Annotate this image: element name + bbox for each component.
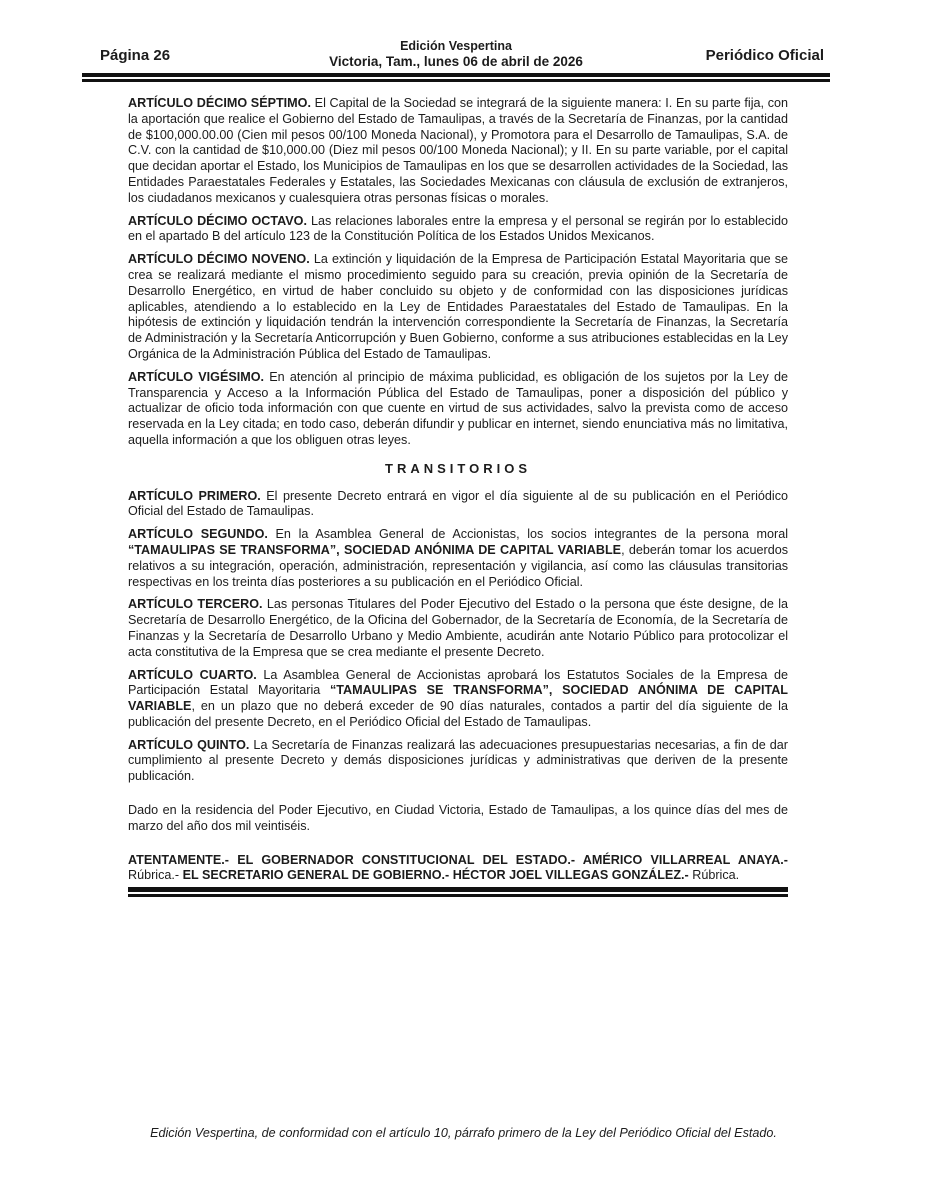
- text-segment: , deberán tomar los acuerdos relativos a su integración, operación, administración, representación y vigilancia, así como las cláusulas transitorias respectivas en los treinta días posteriores a su publicación en el Periódico Oficial.: [128, 542, 789, 589]
- text-segment: La Secretaría de Finanzas realizará las adecuaciones presupuestarias necesarias, a fin de dar cumplimiento al presente Decreto y demás disposiciones jurídicas y administrativas que deriven de la presente publicación.: [128, 737, 789, 784]
- page-header: [82, 36, 830, 72]
- text-segment: Rúbrica.: [688, 868, 740, 883]
- bold-text-segment: EL SECRETARIO GENERAL DE GOBIERNO.- HÉCTOR JOEL VILLEGAS GONZÁLEZ.-: [182, 868, 689, 883]
- page-number: Página 26: [100, 47, 171, 64]
- header-divider-rule-thin-bar: [82, 79, 830, 82]
- text-segment: En la Asamblea General de Accionistas, los socios integrantes de la persona moral: [267, 527, 789, 542]
- signature-divider-rule: [128, 887, 788, 897]
- text-segment: Las personas Titulares del Poder Ejecutivo del Estado o la persona que éste designe, de la Secretaría de Desarrollo Energético, de la Oficina del Gobernador, de la Secretaría de Economía, de la Secretaría de Finanzas y la Secretaría de Desarrollo Urbano y Medio Ambiente, acudirán ante Notario Público para protocolizar el acta constitutiva de la Empresa que se crea mediante el presente Decreto.: [128, 597, 788, 659]
- bold-text-segment: ARTÍCULO TERCERO.: [128, 597, 263, 612]
- bold-text-segment: TRANSITORIOS: [385, 460, 531, 476]
- document-body: [128, 96, 788, 897]
- bold-text-segment: “TAMAULIPAS SE TRANSFORMA”, SOCIEDAD ANÓNIMA DE CAPITAL VARIABLE: [128, 542, 622, 557]
- bold-text-segment: ARTÍCULO DÉCIMO SÉPTIMO.: [128, 96, 311, 110]
- article-paragraph: [128, 370, 788, 449]
- edition-label: Edición Vespertina: [400, 39, 512, 53]
- dateline: Victoria, Tam., lunes 06 de abril de 2026: [329, 54, 583, 69]
- article-paragraph: [128, 668, 788, 731]
- signature-divider-rule-thin-bar: [128, 894, 788, 897]
- bold-text-segment: ARTÍCULO DÉCIMO OCTAVO.: [128, 213, 307, 228]
- bold-text-segment: ARTÍCULO VIGÉSIMO.: [128, 369, 265, 384]
- article-paragraph: [128, 597, 788, 660]
- bold-text-segment: ARTÍCULO CUARTO.: [128, 667, 257, 682]
- publication-title: Periódico Oficial: [705, 47, 824, 64]
- header-divider-rule: [82, 73, 830, 82]
- text-segment: Las relaciones laborales entre la empresa y el personal se regirán por lo establecido en el apartado B del artículo 123 de la Constitución Política de los Estados Unidos Mexicanos.: [128, 213, 788, 244]
- signature-line: [128, 853, 788, 885]
- text-segment: El Capital de la Sociedad se integrará de la siguiente manera: I. En su parte fija, con la aportación que realice el Gobierno del Estado de Tamaulipas, a través de la Secretaría de Finanzas, por la cantidad de $100,000.00.00 (Cien mil pesos 00/100 Moneda Nacional), y Promotora para el Desarrollo de Tamaulipas, S.A. de C.V. con la cantidad de $10,000.00 (Diez mil pesos 00/100 Moneda Nacional); y II. En su parte variable, por el capital que decidan aportar el Estado, los Municipios de Tamaulipas en los que se desarrollen actividades de la Sociedad, las Entidades Paraestatales Federales y Estatales, las Sociedades Mexicanas con cláusula de exclusión de extranjeros, los ciudadanos mexicanos y cualesquiera otras personas físicas o morales.: [128, 96, 789, 205]
- text-segment: La extinción y liquidación de la Empresa de Participación Estatal Mayoritaria que se crea se realizará mediante el mismo procedimiento seguido para su creación, previa opinión de la Secretaría de Desarrollo Energético, en virtud de haber concluido su objeto y de conformidad con las disposiciones jurídicas aplicables, atendiendo a lo establecido en la Ley de Entidades Paraestatales del Estado de Tamaulipas. En la hipótesis de extinción y liquidación tendrán la intervención correspondiente la Secretaría de Finanzas, la Secretaría de Administración y la Secretaría Anticorrupción y Buen Gobierno, conforme a sus atribuciones establecidas en la Ley Orgánica de la Administración Pública del Estado de Tamaulipas.: [128, 252, 789, 361]
- text-segment: En atención al principio de máxima publicidad, es obligación de los sujetos por la Ley de Transparencia y Acceso a la Información Pública del Estado de Tamaulipas, poner a disposición del público y actualizar de oficio toda información con que cuente en virtud de sus actividades, salvo la prevista como de acceso reservada en la Ley citada; en todo caso, deberán difundir y publicar en internet, siendo enunciativa más no limitativa, aquella información a que los obliguen otras leyes.: [128, 369, 788, 447]
- bold-text-segment: ARTÍCULO PRIMERO.: [128, 488, 261, 503]
- bold-text-segment: ARTÍCULO QUINTO.: [128, 737, 250, 752]
- text-segment: Rúbrica.-: [128, 868, 183, 883]
- transitorios-heading: [128, 461, 788, 477]
- text-segment: El presente Decreto entrará en vigor el día siguiente al de su publicación en el Periódico Oficial del Estado de Tamaulipas.: [128, 488, 788, 519]
- article-paragraph: [128, 527, 788, 590]
- footer-note: Edición Vespertina, de conformidad con el artículo 10, párrafo primero de la Ley del Periódico Oficial del Estado.: [150, 1126, 777, 1140]
- bold-text-segment: ARTÍCULO SEGUNDO.: [128, 527, 268, 542]
- bold-text-segment: ARTÍCULO DÉCIMO NOVENO.: [128, 252, 310, 267]
- closing-paragraph: [128, 803, 788, 835]
- bold-text-segment: ATENTAMENTE.- EL GOBERNADOR CONSTITUCIONAL DEL ESTADO.- AMÉRICO VILLARREAL ANAYA.-: [128, 852, 788, 867]
- article-paragraph: [128, 96, 788, 207]
- article-paragraph: [128, 489, 788, 521]
- text-segment: La Asamblea General de Accionistas aprobará los Estatutos Sociales de la Empresa de Participación Estatal Mayoritaria: [128, 667, 788, 698]
- article-paragraph: [128, 214, 788, 246]
- article-paragraph: [128, 252, 788, 363]
- article-paragraph: [128, 738, 788, 785]
- bold-text-segment: “TAMAULIPAS SE TRANSFORMA”, SOCIEDAD ANÓNIMA DE CAPITAL VARIABLE: [128, 683, 788, 714]
- text-segment: , en un plazo que no deberá exceder de 90 días naturales, contados a partir del día siguiente de la publicación del presente Decreto, en el Periódico Oficial del Estado de Tamaulipas.: [128, 699, 788, 729]
- text-segment: Dado en la residencia del Poder Ejecutivo, en Ciudad Victoria, Estado de Tamaulipas, a los quince días del mes de marzo del año dos mil veintiséis.: [128, 803, 788, 833]
